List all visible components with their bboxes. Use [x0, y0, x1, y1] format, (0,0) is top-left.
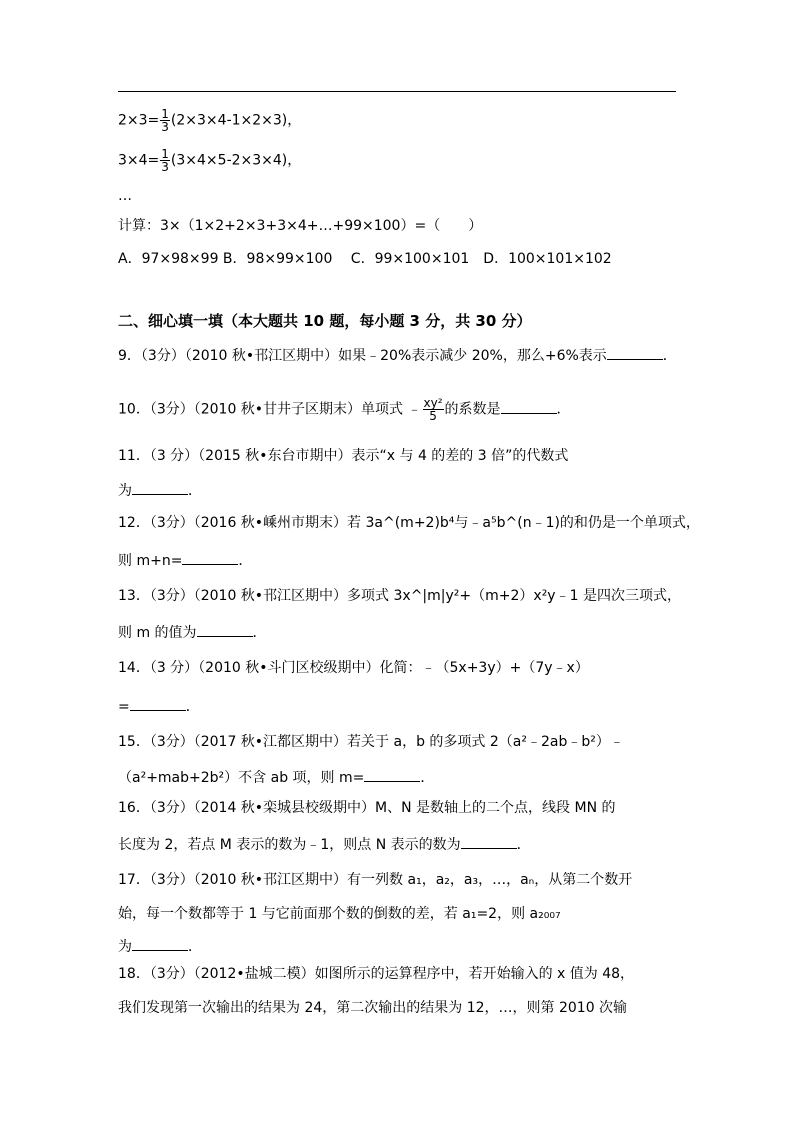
- question-13-line-1: 13．（3分）（2010 秋•邗江区期中）多项式 3x^|m|y²+（m+2）x²y﹣1 是四次三项式，: [118, 588, 681, 604]
- answer-blank[interactable]: [501, 399, 557, 414]
- section-heading: 二、细心填一填（本大题共 10 题，每小题 3 分，共 30 分）: [118, 312, 532, 330]
- answer-blank[interactable]: [132, 936, 188, 951]
- fraction-num: 1: [161, 147, 169, 161]
- q13-dot: ．: [252, 625, 267, 641]
- question-9: [118, 345, 677, 366]
- ellipsis: …: [118, 188, 132, 204]
- answer-options: A．97×98×99 B．98×99×100 C．99×100×101 D．100×101×102: [118, 251, 612, 267]
- q16-dot: ．: [516, 837, 531, 853]
- eq-line-2: [118, 148, 301, 173]
- eq1-lhs: 2×3=: [118, 112, 160, 129]
- question-15-line-1: 15．（3分）（2017 秋•江都区期中）若关于 a，b 的多项式 2（a²﹣2ab﹣b²）﹣: [118, 734, 624, 750]
- answer-blank[interactable]: [607, 345, 663, 360]
- question-12-line-1: 12．（3分）（2016 秋•嵊州市期末）若 3a^(m+2)b⁴与﹣a⁵b^(n﹣1)的和仍是一个单项式，: [118, 515, 700, 531]
- q13-text-2: 则 m 的值为: [118, 625, 197, 641]
- q10-dot: ．: [556, 401, 571, 418]
- question-12-line-2: [118, 550, 252, 571]
- question-11-line-2: [118, 480, 202, 501]
- answer-blank[interactable]: [461, 834, 517, 849]
- q14-dot: ．: [185, 699, 200, 715]
- q15-dot: ．: [420, 770, 435, 786]
- q10-text-a: 10．（3分）（2010 秋•甘井子区期末）单项式 ﹣: [118, 401, 422, 418]
- fraction-den: 3: [161, 120, 169, 134]
- answer-blank[interactable]: [132, 480, 188, 495]
- question-13-line-2: [118, 622, 267, 643]
- q17-text-3: 为: [118, 939, 132, 955]
- q16-text-2: 长度为 2，若点 M 表示的数为﹣1，则点 N 表示的数为: [118, 837, 461, 853]
- eq-line-1: [118, 108, 301, 133]
- fraction: [160, 148, 170, 173]
- fraction-num: xy²: [423, 396, 443, 410]
- q10-text-b: 的系数是: [444, 401, 501, 418]
- question-18-line-2: 我们发现第一次输出的结果为 24，第二次输出的结果为 12，…，则第 2010 次输: [118, 1000, 628, 1016]
- question-17-line-1: 17．（3分）（2010 秋•邗江区期中）有一列数 a₁，a₂，a₃，…，aₙ，从第二个数开: [118, 872, 633, 888]
- answer-blank[interactable]: [182, 550, 238, 565]
- eq1-rhs: (2×3×4-1×2×3)，: [170, 112, 302, 129]
- q9-text: 9．（3分）（2010 秋•邗江区期中）如果﹣20%表示减少 20%，那么+6%表示: [118, 348, 607, 364]
- q11-text: 11．（3 分）（2015 秋•东台市期中）表示“x 与 4 的差的 3 倍”的代数式: [118, 448, 569, 464]
- eq2-rhs: (3×4×5-2×3×4)，: [170, 152, 302, 169]
- q12-text-2: 则 m+n=: [118, 553, 183, 569]
- question-16-line-1: 16．（3分）（2014 秋•栾城县校级期中）M、N 是数轴上的二个点，线段 MN 的: [118, 800, 616, 816]
- question-14-line-2: [118, 696, 200, 717]
- eq2-lhs: 3×4=: [118, 152, 160, 169]
- question-11-line-1: [118, 446, 674, 466]
- q15-text-2: （a²+mab+2b²）不含 ab 项，则 m=: [118, 770, 365, 786]
- question-18-line-1: 18．（3分）（2012•盐城二模）如图所示的运算程序中，若开始输入的 x 值为 48，: [118, 966, 635, 982]
- fraction-num: 1: [161, 107, 169, 121]
- question-17-line-3: [118, 936, 202, 957]
- q17-dot: ．: [188, 939, 202, 955]
- calc-question: 计算：3×（1×2+2×3+3×4+…+99×100）=（ ）: [118, 218, 483, 234]
- answer-blank[interactable]: [197, 622, 253, 637]
- answer-blank[interactable]: [130, 696, 186, 711]
- header-rule: [118, 91, 676, 92]
- q9-dot: ．: [662, 348, 677, 364]
- fraction-den: 3: [161, 160, 169, 174]
- q11-dot: ．: [188, 483, 202, 499]
- q11-text-2: 为: [118, 483, 132, 499]
- fraction-den: 5: [429, 409, 437, 423]
- fraction: [160, 108, 170, 133]
- question-14-line-1: 14．（3 分）（2010 秋•斗门区校级期中）化简：﹣（5x+3y）+（7y﹣x）: [118, 660, 589, 676]
- question-10: [118, 397, 571, 422]
- q14-text-2: =: [118, 699, 130, 715]
- q12-dot: ．: [238, 553, 253, 569]
- question-17-line-2: 始，每一个数都等于 1 与它前面那个数的倒数的差，若 a₁=2，则 a₂₀₀₇: [118, 906, 561, 922]
- fraction: [423, 397, 444, 422]
- question-16-line-2: [118, 834, 531, 855]
- answer-blank[interactable]: [364, 767, 420, 782]
- question-15-line-2: [118, 767, 434, 788]
